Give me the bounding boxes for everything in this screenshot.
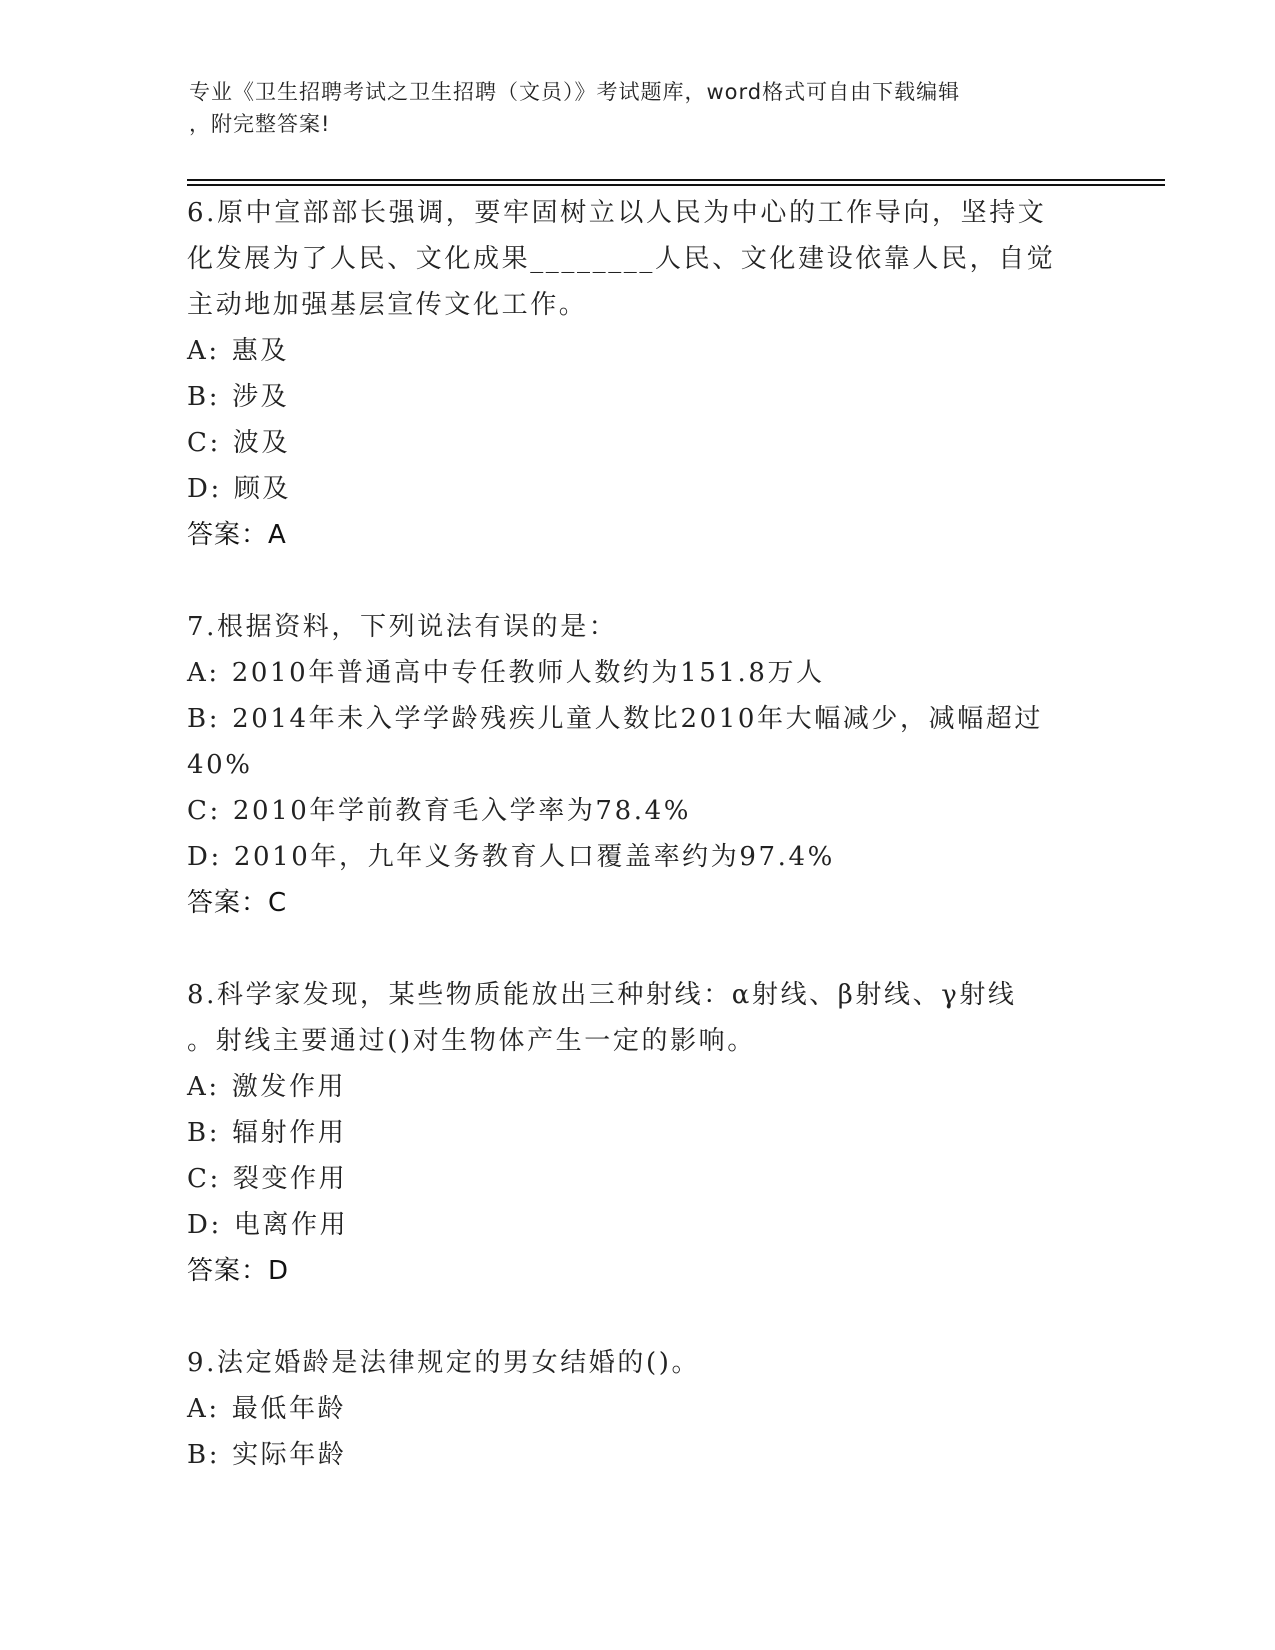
question-stem	[187, 972, 1087, 1064]
option-key: D:	[187, 1210, 222, 1240]
answer-key: 答案：A	[187, 520, 287, 550]
option-key: C:	[187, 428, 221, 458]
question-list	[187, 190, 1087, 1524]
question-block	[187, 604, 1087, 926]
option-text: 涉及	[232, 382, 290, 412]
answer-option	[187, 834, 1087, 880]
answer-option	[187, 420, 1087, 466]
option-text: 40%	[187, 750, 253, 780]
answer-option	[187, 1386, 1087, 1432]
question-stem-line: 8.科学家发现，某些物质能放出三种射线：α射线、β射线、γ射线	[187, 980, 1017, 1010]
option-text: 2010年学前教育毛入学率为78.4%	[232, 796, 692, 826]
answer-option	[187, 1202, 1087, 1248]
answer-option	[187, 374, 1087, 420]
question-block	[187, 1340, 1087, 1478]
document-header	[189, 76, 1089, 140]
question-stem	[187, 190, 1087, 328]
option-key: D:	[187, 474, 222, 504]
question-stem	[187, 604, 1087, 650]
option-key: A:	[187, 658, 220, 688]
option-text: 激发作用	[231, 1072, 347, 1102]
answer-key: 答案：D	[187, 1256, 290, 1286]
option-key: B:	[187, 1118, 221, 1148]
option-key: A:	[187, 1394, 220, 1424]
answer-option	[187, 696, 1087, 742]
answer-key: 答案：C	[187, 888, 288, 918]
option-text: 电离作用	[233, 1210, 349, 1240]
answer-option	[187, 1432, 1087, 1478]
header-divider-bottom	[187, 184, 1165, 186]
question-block	[187, 972, 1087, 1294]
answer-option	[187, 1156, 1087, 1202]
question-stem-line: 9.法定婚龄是法律规定的男女结婚的()。	[187, 1348, 701, 1378]
option-key: B:	[187, 382, 221, 412]
option-text: 裂变作用	[232, 1164, 348, 1194]
option-key: A:	[187, 336, 220, 366]
question-stem-line: 7.根据资料，下列说法有误的是：	[187, 612, 618, 642]
option-text: 最低年龄	[231, 1394, 347, 1424]
option-key: B:	[187, 704, 221, 734]
answer-option	[187, 742, 1087, 788]
header-divider-top	[187, 179, 1165, 181]
option-text: 顾及	[233, 474, 292, 504]
question-block	[187, 190, 1087, 558]
option-key: C:	[187, 1164, 221, 1194]
option-key: D:	[187, 842, 222, 872]
question-stem-line: 6.原中宣部部长强调，要牢固树立以人民为中心的工作导向，坚持文	[187, 198, 1047, 228]
option-key: C:	[187, 796, 221, 826]
option-text: 2014年未入学学龄残疾儿童人数比2010年大幅减少，减幅超过	[232, 704, 1044, 734]
question-stem-line: 。射线主要通过()对生物体产生一定的影响。	[187, 1026, 756, 1056]
answer-option	[187, 788, 1087, 834]
option-text: 惠及	[231, 336, 289, 366]
option-key: B:	[187, 1440, 221, 1470]
question-stem	[187, 1340, 1087, 1386]
option-text: 2010年普通高中专任教师人数约为151.8万人	[231, 658, 825, 688]
header-line-2: ，附完整答案!	[189, 112, 331, 136]
answer-option	[187, 328, 1087, 374]
header-line-1: 专业《卫生招聘考试之卫生招聘（文员）》考试题库，word格式可自由下载编辑	[189, 80, 961, 104]
answer-option	[187, 466, 1087, 512]
option-key: A:	[187, 1072, 220, 1102]
answer-option	[187, 650, 1087, 696]
question-stem-line: 主动地加强基层宣传文化工作。	[187, 290, 588, 320]
answer-option	[187, 1064, 1087, 1110]
option-text: 辐射作用	[232, 1118, 347, 1148]
option-text: 波及	[232, 428, 291, 458]
option-text: 实际年龄	[232, 1440, 347, 1470]
option-text: 2010年，九年义务教育人口覆盖率约为97.4%	[233, 842, 835, 872]
question-stem-line: 化发展为了人民、文化成果________人民、文化建设依靠人民，自觉	[187, 244, 1056, 274]
answer-option	[187, 1110, 1087, 1156]
